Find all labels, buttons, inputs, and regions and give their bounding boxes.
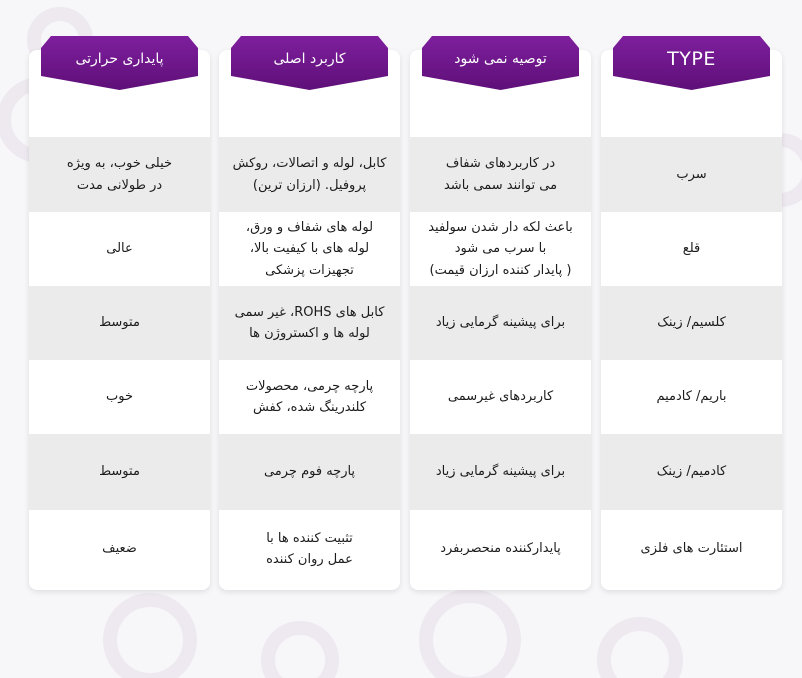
table-cell: لوله های شفاف و ورق، لوله های با کیفیت بالا، تجهیزات پزشکی <box>245 219 374 278</box>
table-cell: کلسیم/ زینک <box>601 286 782 360</box>
table-cell: پارچه چرمی، محصولات کلندرینگ شده، کفش <box>245 378 374 415</box>
table-cell: ضعیف <box>102 541 137 557</box>
column-header-label: توصیه نمی شود <box>454 51 547 67</box>
main-use-column <box>219 50 400 590</box>
table-cell: باریم/ کادمیم <box>656 389 727 405</box>
column-header <box>231 36 388 92</box>
table-cell: کاربردهای غیرسمی <box>447 389 554 405</box>
table-cell: متوسط <box>29 286 210 360</box>
table-cell: برای پیشینه گرمایی زیاد <box>410 434 591 510</box>
table-cell: برای پیشینه گرمایی زیاد <box>410 286 591 360</box>
table-cell: عالی <box>106 241 133 257</box>
table-cell: پایدارکننده منحصربفرد <box>440 541 561 557</box>
table-cell: متوسط <box>29 434 210 510</box>
table-cell: تثبیت کننده ها با عمل روان کننده <box>266 530 353 567</box>
column-header-label: کاربرد اصلی <box>273 51 346 67</box>
table-cell: باعث لکه دار شدن سولفید با سرب می شود ( پایدار کننده ارزان قیمت) <box>428 219 573 278</box>
thermal-stability-column <box>29 50 210 590</box>
table-cell: کادمیم/ زینک <box>601 434 782 510</box>
table-cell: خیلی خوب، به ویژه در طولانی مدت <box>29 137 210 212</box>
column-header <box>613 36 770 92</box>
type-column <box>601 50 782 590</box>
table-cell: در کاربردهای شفاف می توانند سمی باشد <box>410 137 591 212</box>
table-cell: پارچه فوم چرمی <box>219 434 400 510</box>
column-header <box>41 36 198 92</box>
column-header <box>422 36 579 92</box>
not-recommended-column <box>410 50 591 590</box>
table-cell: استئارت های فلزی <box>640 541 743 557</box>
table-cell: خوب <box>106 389 133 405</box>
table-cell: سرب <box>601 137 782 212</box>
table-cell: قلع <box>682 241 701 257</box>
table-cell: کابل، لوله و اتصالات، روکش پروفیل. (ارزان ترین) <box>219 137 400 212</box>
column-header-label: TYPE <box>667 48 716 70</box>
column-header-label: پایداری حرارتی <box>75 51 164 67</box>
table-cell: کابل های ROHS، غیر سمی لوله ها و اکستروژن ها <box>219 286 400 360</box>
